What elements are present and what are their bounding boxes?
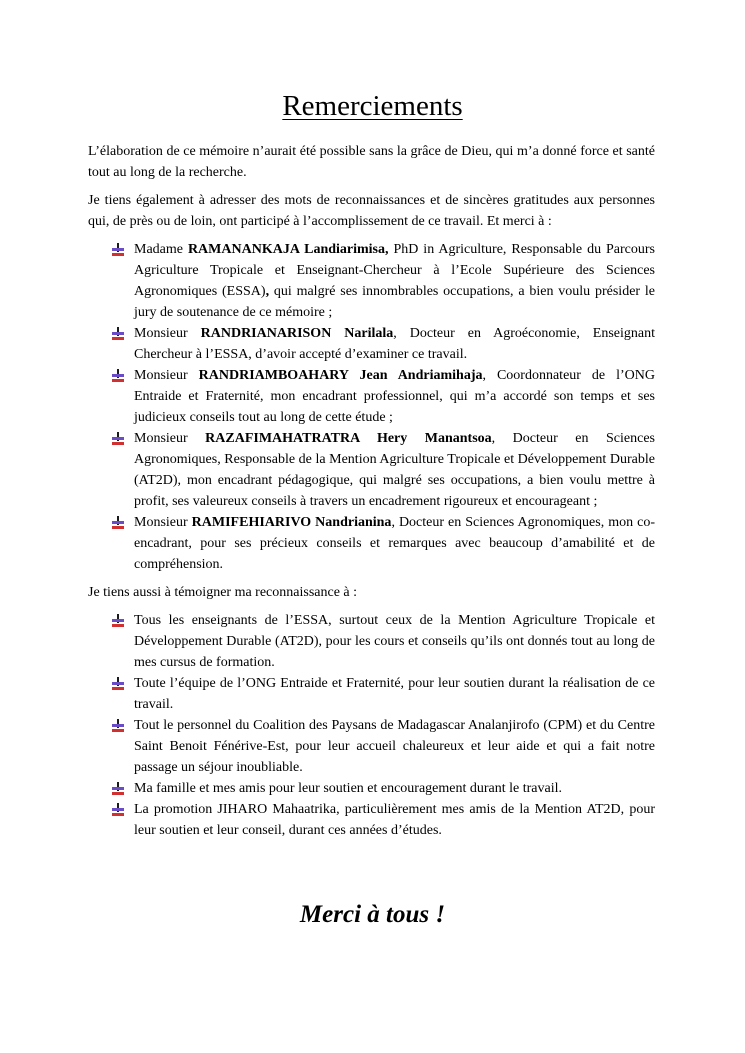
person-name: RANDRIAMBOAHARY Jean Andriamihaja bbox=[198, 368, 483, 383]
list-item-text: Toute l’équipe de l’ONG Entraide et Fraternité, pour leur soutien durant la réalisation de ce travail. bbox=[134, 676, 655, 712]
bullet-icon bbox=[111, 432, 125, 446]
list-item bbox=[88, 239, 655, 323]
list-item-text: Tous les enseignants de l’ESSA, surtout ceux de la Mention Agriculture Tropicale et Développement Durable (AT2D), pour les cours et conseils qu’ils ont donnés tout au long de mes cursus de formation. bbox=[134, 613, 655, 670]
bullet-icon bbox=[111, 614, 125, 628]
list-item bbox=[88, 428, 655, 512]
person-prefix: Monsieur bbox=[134, 431, 206, 446]
list-item bbox=[88, 323, 655, 365]
person-name: RAZAFIMAHATRATRA Hery Manantsoa bbox=[205, 431, 492, 446]
page-title: Remerciements bbox=[282, 90, 463, 122]
list-item bbox=[88, 799, 655, 841]
person-text: , Docteur en Agroéconomie, Enseignant Chercheur à l’ESSA, d’avoir accepté d’examiner ce travail. bbox=[134, 326, 655, 362]
person-comma: , bbox=[265, 284, 270, 299]
person-name: RANDRIANARISON Narilala bbox=[200, 326, 394, 341]
thanks-paragraph: Je tiens également à adresser des mots de reconnaissances et de sincères gratitudes aux personnes qui, de près ou de loin, ont participé à l’accomplissement de ce travail. Et merci à : bbox=[88, 193, 655, 229]
closing-message: Merci à tous ! bbox=[299, 901, 446, 928]
person-name: RAMIFEHIARIVO Nandrianina bbox=[191, 515, 392, 530]
list-item-text: Ma famille et mes amis pour leur soutien et encouragement durant le travail. bbox=[134, 781, 563, 796]
document-body bbox=[88, 141, 655, 844]
list-item bbox=[88, 512, 655, 575]
person-prefix: Monsieur bbox=[134, 368, 199, 383]
person-text: PhD in Agriculture, Responsable du Parcours Agriculture Tropicale et Enseignant-Chercheur à l’Ecole Supérieure des Sciences Agronomiques (ESSA) bbox=[134, 242, 656, 299]
bullet-icon bbox=[111, 369, 125, 383]
list-item-text: Tout le personnel du Coalition des Paysans de Madagascar Analanjirofo (CPM) et du Centre Saint Benoit Fénérive-Est, pour leur accueil chaleureux et leur aide et qui a fait notre passage un séjour inoubliable. bbox=[134, 718, 655, 775]
list-item bbox=[88, 610, 655, 673]
persons-list bbox=[88, 239, 655, 575]
bullet-icon bbox=[111, 719, 125, 733]
list-item bbox=[88, 365, 655, 428]
bullet-icon bbox=[111, 516, 125, 530]
person-rest: qui malgré ses innombrables occupations, a bien voulu présider le jury de soutenance de ce mémoire ; bbox=[134, 284, 655, 320]
person-text: , Docteur en Sciences Agronomiques, mon co-encadrant, pour ses précieux conseils et remarques avec beaucoup d’amabilité et de compréhension. bbox=[134, 515, 655, 572]
intro-paragraph: L’élaboration de ce mémoire n’aurait été possible sans la grâce de Dieu, qui m’a donné force et santé tout au long de la recherche. bbox=[88, 144, 655, 180]
bullet-icon bbox=[111, 243, 125, 257]
recognition-paragraph: Je tiens aussi à témoigner ma reconnaissance à : bbox=[88, 585, 358, 600]
person-prefix: Monsieur bbox=[134, 515, 192, 530]
person-text: , Docteur en Sciences Agronomiques, Responsable de la Mention Agriculture Tropicale et Développement Durable (AT2D), mon encadrant pédagogique, qui malgré ses occupations, a bien voulu mettre à profit, ses valeureux conseils à travers un encadrement rigoureux et encourageant ; bbox=[134, 431, 655, 509]
list-item-text: La promotion JIHARO Mahaatrika, particulièrement mes amis de la Mention AT2D, pour leur soutien et leur conseil, durant ces années d’études. bbox=[134, 802, 655, 838]
person-name: RAMANANKAJA Landiarimisa, bbox=[187, 242, 389, 257]
list-item bbox=[88, 715, 655, 778]
others-list bbox=[88, 610, 655, 841]
person-text: , Coordonnateur de l’ONG Entraide et Fraternité, mon encadrant professionnel, qui m’a accordé son temps et ses judicieux conseils tout au long de cette étude ; bbox=[134, 368, 655, 425]
bullet-icon bbox=[111, 782, 125, 796]
bullet-icon bbox=[111, 327, 125, 341]
person-prefix: Monsieur bbox=[134, 326, 201, 341]
bullet-icon bbox=[111, 803, 125, 817]
person-prefix: Madame bbox=[134, 242, 188, 257]
list-item bbox=[88, 778, 655, 799]
bullet-icon bbox=[111, 677, 125, 691]
list-item bbox=[88, 673, 655, 715]
